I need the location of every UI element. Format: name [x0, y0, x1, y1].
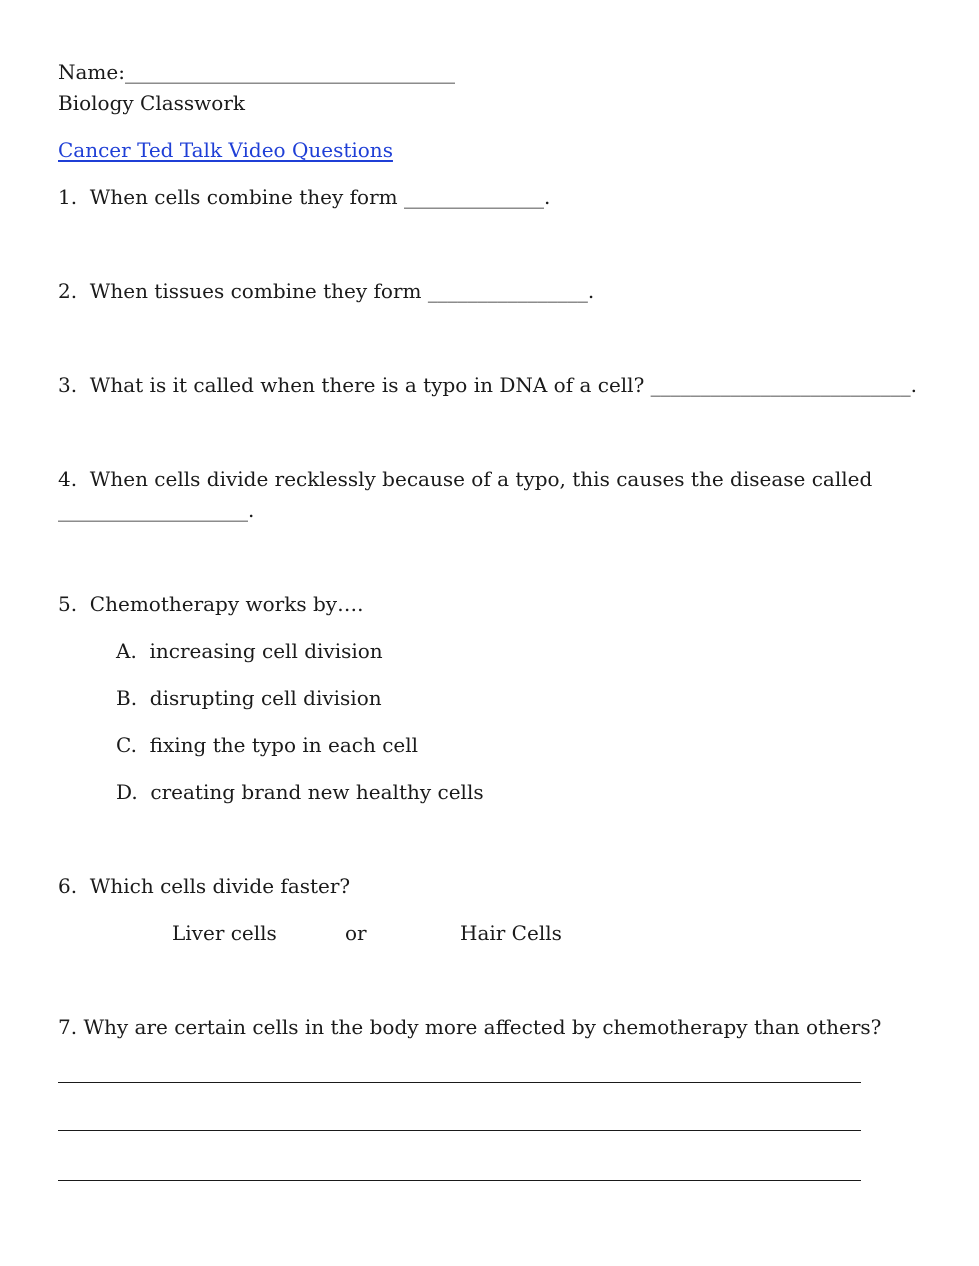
- choice-hair-cells[interactable]: Hair Cells: [460, 921, 562, 945]
- page-subtitle: Biology Classwork: [58, 91, 246, 115]
- answer-line-3[interactable]: [58, 1180, 861, 1181]
- question-3: 3. What is it called when there is a typo in DNA of a cell? __________________________.: [58, 373, 918, 397]
- question-4-answer-blank[interactable]: ___________________.: [58, 498, 255, 522]
- option-d[interactable]: D. creating brand new healthy cells: [116, 780, 484, 804]
- question-6: 6. Which cells divide faster?: [58, 874, 351, 898]
- name-line[interactable]: Name:_________________________________: [58, 60, 455, 84]
- question-5: 5. Chemotherapy works by….: [58, 592, 364, 616]
- question-2: 2. When tissues combine they form ________________.: [58, 279, 595, 303]
- question-7: 7. Why are certain cells in the body more affected by chemotherapy than others?: [58, 1015, 882, 1039]
- option-b[interactable]: B. disrupting cell division: [116, 686, 382, 710]
- option-a[interactable]: A. increasing cell division: [116, 639, 383, 663]
- answer-line-2[interactable]: [58, 1130, 861, 1131]
- option-c[interactable]: C. fixing the typo in each cell: [116, 733, 419, 757]
- question-4: 4. When cells divide recklessly because of a typo, this causes the disease called: [58, 467, 873, 491]
- choice-or: or: [345, 921, 367, 945]
- answer-line-1[interactable]: [58, 1082, 861, 1083]
- question-1: 1. When cells combine they form ______________.: [58, 185, 551, 209]
- choice-liver-cells[interactable]: Liver cells: [172, 921, 277, 945]
- video-questions-link[interactable]: Cancer Ted Talk Video Questions: [58, 138, 393, 162]
